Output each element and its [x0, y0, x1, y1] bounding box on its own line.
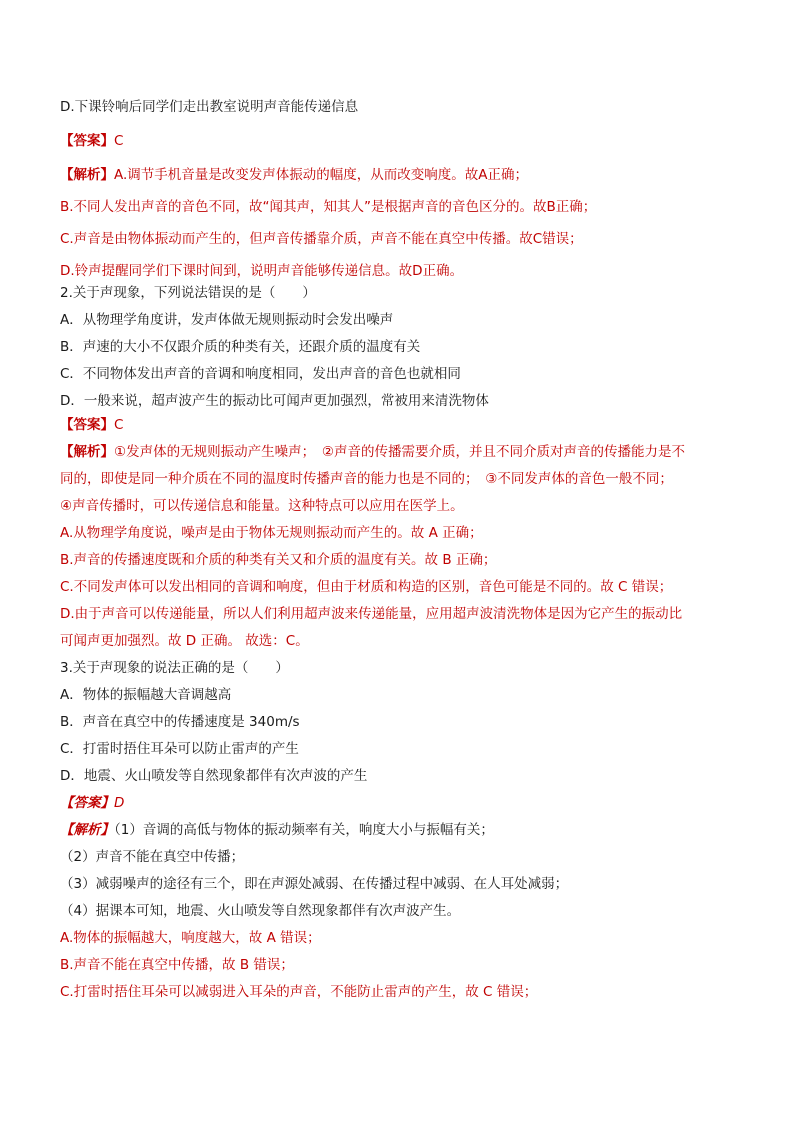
q2-analysis-intro-3: ④声音传播时，可以传递信息和能量。这种特点可以应用在医学上。	[60, 498, 464, 514]
q2-question: 2.关于声现象，下列说法错误的是（ ）	[60, 285, 316, 301]
q1-analysis-c: C.声音是由物体振动而产生的，但声音传播靠介质，声音不能在真空中传播。故C错误；	[60, 231, 583, 247]
q2-answer-tag: 【答案】	[60, 417, 114, 433]
q3-answer-value: D	[114, 795, 125, 811]
q2-option-b: B．声速的大小不仅跟介质的种类有关，还跟介质的温度有关	[60, 339, 421, 355]
q2-option-c: C．不同物体发出声音的音调和响度相同，发出声音的音色也就相同	[60, 366, 461, 382]
q2-answer-value: C	[114, 417, 124, 433]
q2-answer	[60, 416, 740, 434]
q3-analysis-b: B.声音不能在真空中传播，故 B 错误；	[60, 957, 294, 973]
q3-analysis-point-1: （1）音调的高低与物体的振动频率有关，响度大小与振幅有关；	[114, 822, 494, 838]
q2-option-d: D．一般来说，超声波产生的振动比可闻声更加强烈，常被用来清洗物体	[60, 393, 489, 409]
q3-option-a: A．物体的振幅越大音调越高	[60, 687, 232, 703]
q1-answer	[60, 132, 740, 150]
q2-analysis-d: D.由于声音可以传递能量，所以人们利用超声波来传递能量，应用超声波清洗物体是因为它产生的振动比	[60, 606, 683, 622]
q1-option-d: D.下课铃响后同学们走出教室说明声音能传递信息	[60, 99, 359, 115]
q3-analysis-a: A.物体的振幅越大，响度越大，故 A 错误；	[60, 930, 321, 946]
q1-analysis-d: D.铃声提醒同学们下课时间到，说明声音能够传递信息。故D正确。	[60, 263, 464, 279]
q3-analysis-point-2: （2）声音不能在真空中传播；	[60, 849, 245, 865]
q2-analysis-intro-2: 同的，即使是同一种介质在不同的温度时传播声音的能力也是不同的； ③不同发声体的音色一般不同；	[60, 471, 673, 487]
document-page	[60, 98, 740, 1001]
q3-answer-tag: 【答案】	[60, 795, 114, 811]
q2-analysis-tag: 【解析】	[60, 444, 114, 460]
q3-analysis-tag: 【解析】	[60, 822, 114, 838]
q2-analysis-intro-text-1: ①发声体的无规则振动产生噪声； ②声音的传播需要介质，并且不同介质对声音的传播能力是不	[114, 444, 685, 460]
q3-option-c: C．打雷时捂住耳朵可以防止雷声的产生	[60, 741, 299, 757]
q2-analysis-a: A.从物理学角度说，噪声是由于物体无规则振动而产生的。故 A 正确；	[60, 525, 483, 541]
q3-analysis-1	[60, 821, 740, 839]
q1-analysis-tag: 【解析】	[60, 167, 114, 183]
q3-analysis-point-4: （4）据课本可知，地震、火山喷发等自然现象都伴有次声波产生。	[60, 903, 461, 919]
q3-question: 3.关于声现象的说法正确的是（ ）	[60, 660, 289, 676]
q1-analysis-text: A.调节手机音量是改变发声体振动的幅度，从而改变响度。故A正确；	[114, 167, 529, 183]
q3-answer	[60, 794, 740, 812]
q2-analysis-d-cont: 可闻声更加强烈。故 D 正确。 故选：C。	[60, 633, 309, 649]
q2-analysis-c: C.不同发声体可以发出相同的音调和响度，但由于材质和构造的区别，音色可能是不同的。故 C 错误；	[60, 579, 673, 595]
q2-analysis-b: B.声音的传播速度既和介质的种类有关又和介质的温度有关。故 B 正确；	[60, 552, 497, 568]
q1-analysis-b: B.不同人发出声音的音色不同，故“闻其声，知其人”是根据声音的音色区分的。故B正确；	[60, 199, 597, 215]
q3-option-d: D．地震、火山喷发等自然现象都伴有次声波的产生	[60, 768, 368, 784]
q3-analysis-point-3: （3）减弱噪声的途径有三个，即在声源处减弱、在传播过程中减弱、在人耳处减弱；	[60, 876, 569, 892]
q3-option-b: B．声音在真空中的传播速度是 340m/s	[60, 714, 300, 730]
q1-analysis-a	[60, 166, 740, 184]
q1-answer-tag: 【答案】	[60, 133, 114, 149]
q2-option-a: A．从物理学角度讲，发声体做无规则振动时会发出噪声	[60, 312, 394, 328]
q1-answer-value: C	[114, 133, 124, 149]
q2-analysis-intro-1	[60, 443, 740, 461]
q3-analysis-c: C.打雷时捂住耳朵可以减弱进入耳朵的声音，不能防止雷声的产生，故 C 错误；	[60, 984, 538, 1000]
